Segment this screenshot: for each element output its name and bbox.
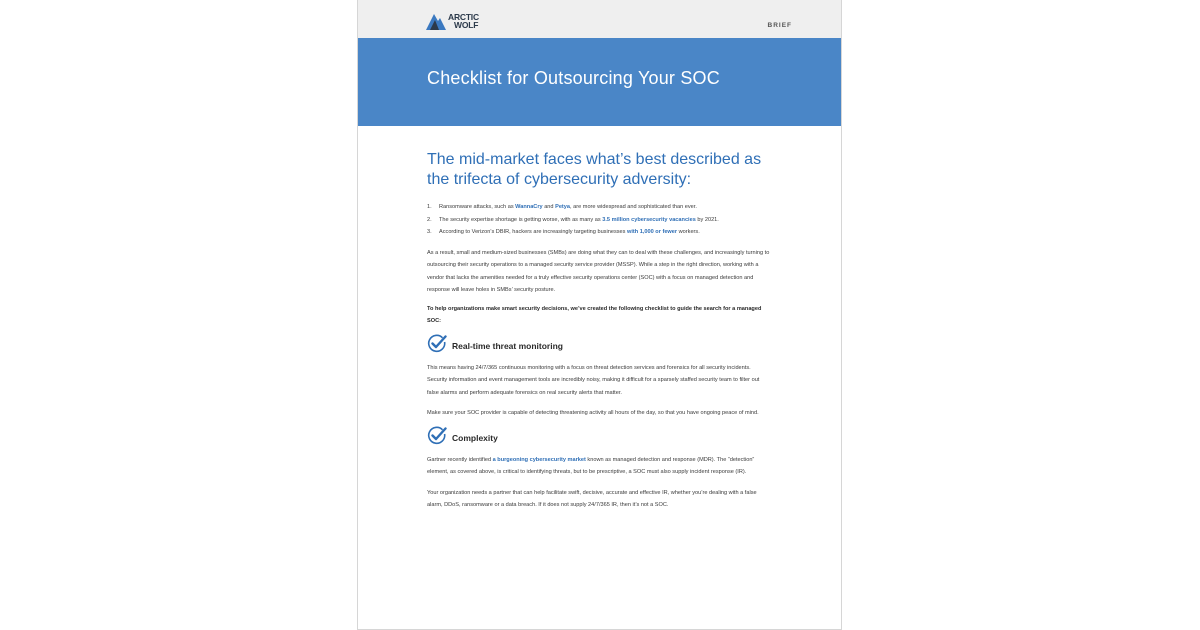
link-cybersecurity-vacancies[interactable]: 3.5 million cybersecurity vacancies bbox=[602, 216, 696, 223]
section-heading-monitoring bbox=[427, 332, 772, 354]
checkmark-circle-icon bbox=[427, 333, 447, 353]
section-title: Complexity bbox=[452, 432, 498, 443]
lead-paragraph: To help organizations make smart security decisions, we’ve created the following checklist to guide the search for a managed SOC: bbox=[427, 305, 762, 324]
list-item: 3. According to Verizon’s DBIR, hackers are increasingly targeting businesses with 1,000 or fewer workers. bbox=[427, 229, 700, 235]
monitoring-paragraph-1: This means having 24/7/365 continuous monitoring with a focus on threat detection services and forensics for all security incidents. Security information and event management tools are incredibly noisy, making it difficult for a sparsely staffed security team to filter out false alarms and perform adequate forensics on real security alerts that matter. bbox=[427, 364, 760, 396]
link-petya[interactable]: Petya bbox=[555, 204, 571, 210]
title-banner bbox=[358, 38, 842, 126]
logo-line1: ARCTIC bbox=[448, 12, 479, 22]
complexity-paragraph-1: Gartner recently identified a burgeoning cybersecurity market known as managed detection and response (MDR). The “detection” element, as covered above, is critical to identifying threats, but to be prescriptive, a SOC must also supply incident response (IR). bbox=[427, 456, 755, 475]
intro-paragraph: As a result, small and medium-sized businesses (SMBs) are doing what they can to deal with these challenges, and increasingly turning to outsourcing their security operations to a managed security service provider (MSSP). While a step in the right direction, working with a vendor that lacks the amenities needed for a truly effective security operations center (SOC) with a focus on managed detection and response will leave holes in SMBs’ security posture. bbox=[427, 249, 770, 293]
list-item: 2. The security expertise shortage is getting worse, with as many as 3.5 million cybersecurity vacancies by 2021. bbox=[427, 216, 719, 223]
doc-type-label: BRIEF bbox=[767, 22, 792, 29]
checkmark-circle-icon bbox=[427, 425, 447, 445]
complexity-paragraph-2: Your organization needs a partner that can help facilitate swift, decisive, accurate and effective IR, whether you’re dealing with a false alarm, DDoS, ransomware or a data breach. If it does not supply 24/7/365 IR, then it’s not a SOC. bbox=[427, 489, 757, 508]
document-body bbox=[427, 150, 772, 512]
link-1000-or-fewer[interactable]: with 1,000 or fewer bbox=[627, 229, 678, 235]
document-page bbox=[357, 0, 842, 630]
logo-line2: WOLF bbox=[454, 20, 479, 30]
monitoring-paragraph-2: Make sure your SOC provider is capable of detecting threatening activity all hours of the day, so that you have ongoing peace of mind. bbox=[427, 410, 759, 416]
wolf-mountain-icon bbox=[426, 12, 446, 30]
document-title: Checklist for Outsourcing Your SOC bbox=[427, 68, 720, 88]
link-wannacry[interactable]: WannaCry bbox=[515, 204, 543, 210]
link-burgeoning-market[interactable]: a burgeoning cybersecurity market bbox=[492, 456, 586, 463]
arctic-wolf-logo bbox=[426, 11, 479, 31]
document-header bbox=[358, 0, 842, 38]
list-item: 1. Ransomware attacks, such as WannaCry and Petya, are more widespread and sophisticated than ever. bbox=[427, 204, 697, 210]
adversity-list bbox=[427, 201, 772, 239]
section-title: Real-time threat monitoring bbox=[452, 340, 563, 351]
section-heading-complexity bbox=[427, 424, 772, 446]
subheading: The mid-market faces what’s best described as the trifecta of cybersecurity adversity: bbox=[427, 151, 762, 188]
